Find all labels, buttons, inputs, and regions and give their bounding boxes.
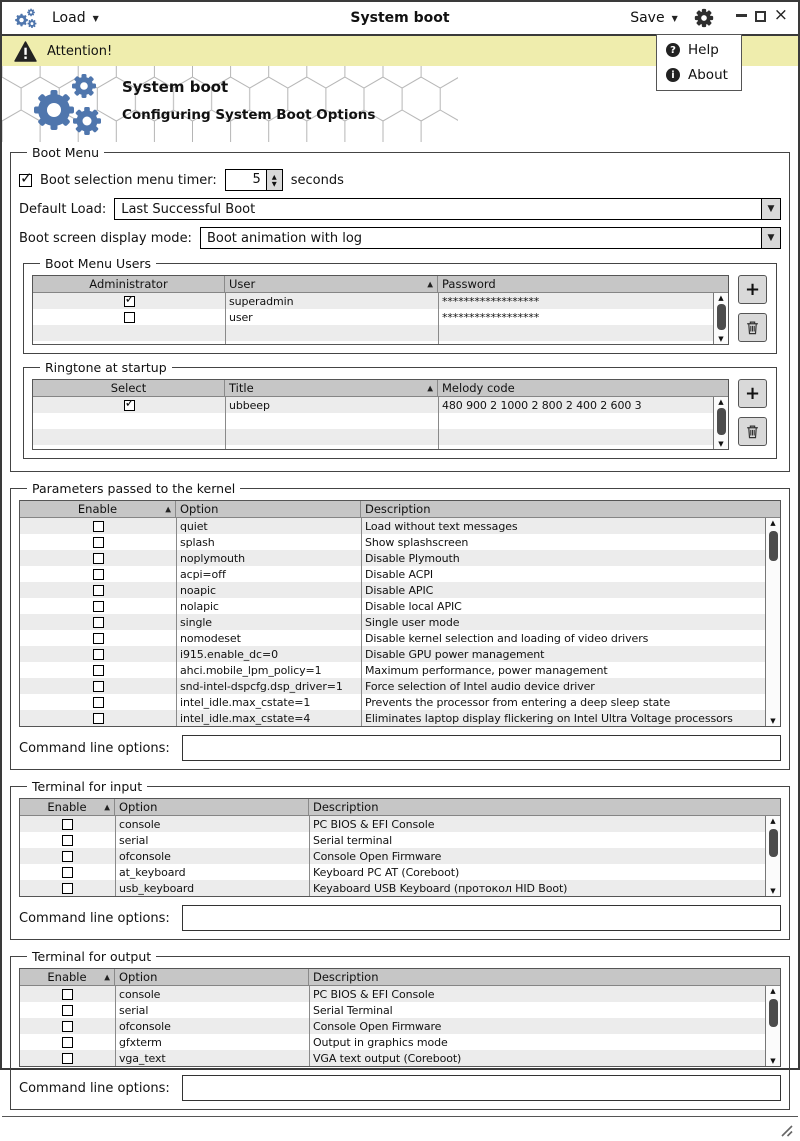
password-cell: ******************: [442, 310, 540, 324]
timer-label: Boot selection menu timer:: [40, 172, 217, 188]
ringtone-row[interactable]: [33, 397, 728, 413]
enable-checkbox[interactable]: [93, 569, 104, 580]
column-header-option[interactable]: Option: [115, 969, 309, 985]
option-cell: i915.enable_dc=0: [180, 647, 278, 661]
resize-grip[interactable]: [780, 1124, 794, 1138]
description-cell: Disable APIC: [365, 583, 434, 597]
users-table-body: [33, 293, 728, 344]
option-cell: noplymouth: [180, 551, 245, 565]
trash-icon: [745, 424, 760, 439]
default-load-value: Last Successful Boot: [121, 201, 256, 217]
terminal-input-scrollbar[interactable]: [765, 816, 780, 896]
description-cell: Console Open Firmware: [313, 1019, 442, 1033]
display-mode-value: Boot animation with log: [206, 230, 363, 246]
column-header-description[interactable]: Description: [313, 970, 379, 984]
option-cell: acpi=off: [180, 567, 226, 581]
scroll-up-icon[interactable]: ▲: [770, 519, 776, 527]
add-ringtone-button[interactable]: +: [738, 379, 767, 408]
settings-menu: [656, 34, 742, 91]
terminal-output-table-body: [20, 986, 780, 1066]
boot-menu-section: [10, 145, 790, 472]
description-cell: Keyaboard USB Keyboard (протокол HID Boot): [313, 881, 568, 895]
description-cell: PC BIOS & EFI Console: [313, 987, 435, 1001]
enable-checkbox[interactable]: [62, 1053, 73, 1064]
save-menu-button[interactable]: [630, 10, 678, 26]
option-cell: vga_text: [119, 1051, 166, 1065]
app-logo: [24, 73, 106, 137]
display-mode-select[interactable]: [200, 227, 781, 249]
admin-checkbox[interactable]: [124, 296, 135, 307]
enable-checkbox[interactable]: [93, 665, 104, 676]
users-table: [32, 275, 729, 345]
option-cell: splash: [180, 535, 215, 549]
option-cell: ofconsole: [119, 849, 171, 863]
enable-checkbox[interactable]: [93, 633, 104, 644]
scroll-up-icon[interactable]: ▲: [770, 987, 776, 995]
page-title: System boot: [122, 78, 229, 96]
kernel-param-row[interactable]: [20, 566, 780, 582]
kernel-param-row[interactable]: [20, 582, 780, 598]
description-cell: Disable GPU power management: [365, 647, 545, 661]
password-cell: ******************: [442, 294, 540, 308]
enable-checkbox[interactable]: [93, 521, 104, 532]
chevron-down-icon: ▼: [671, 13, 678, 23]
option-cell: serial: [119, 833, 149, 847]
terminal-output-row[interactable]: [20, 986, 780, 1002]
chevron-down-icon: ▼: [92, 13, 99, 23]
option-cell: quiet: [180, 519, 208, 533]
ringtone-table-body: [33, 397, 728, 449]
kernel-param-row[interactable]: [20, 534, 780, 550]
option-cell: nomodeset: [180, 631, 241, 645]
status-bar: [2, 1116, 798, 1141]
enable-checkbox[interactable]: [62, 883, 73, 894]
default-load-label: Default Load:: [19, 201, 107, 217]
kernel-param-row[interactable]: [20, 518, 780, 534]
window-title: System boot: [350, 10, 450, 26]
enable-checkbox[interactable]: [93, 537, 104, 548]
kernel-param-row[interactable]: [20, 598, 780, 614]
enable-checkbox[interactable]: [93, 649, 104, 660]
description-cell: Show splashscreen: [365, 535, 469, 549]
page-subtitle: Configuring System Boot Options: [122, 107, 376, 123]
scroll-down-icon[interactable]: ▼: [770, 887, 776, 895]
cmdline-label: Command line options:: [19, 740, 170, 756]
option-cell: console: [119, 817, 161, 831]
sort-asc-icon: ▲: [427, 279, 433, 289]
column-header-description[interactable]: Description: [365, 502, 431, 516]
enable-checkbox[interactable]: [93, 553, 104, 564]
timer-value: 5: [252, 172, 261, 187]
terminal-output-legend: Terminal for output: [32, 949, 152, 964]
display-mode-label: Boot screen display mode:: [19, 230, 192, 246]
description-cell: PC BIOS & EFI Console: [313, 817, 435, 831]
terminal-input-section: [10, 779, 790, 940]
enable-checkbox[interactable]: [62, 819, 73, 830]
admin-checkbox[interactable]: [124, 312, 135, 323]
description-cell: Disable local APIC: [365, 599, 462, 613]
option-cell: gfxterm: [119, 1035, 162, 1049]
terminal-input-row[interactable]: [20, 832, 780, 848]
boot-menu-users-section: [23, 256, 777, 354]
chevron-down-icon[interactable]: ▼: [761, 228, 780, 248]
enable-checkbox[interactable]: [93, 681, 104, 692]
users-scrollbar[interactable]: [713, 293, 728, 344]
scrollbar-thumb[interactable]: [717, 408, 726, 435]
user-cell: user: [229, 310, 253, 324]
terminal-input-cmdline-input[interactable]: [182, 905, 781, 931]
delete-ringtone-button[interactable]: [738, 417, 767, 446]
option-cell: console: [119, 987, 161, 1001]
minimize-button[interactable]: [736, 14, 747, 17]
enable-checkbox[interactable]: [93, 601, 104, 612]
warning-icon: [14, 41, 37, 62]
title-cell: ubbeep: [229, 398, 270, 412]
ringtone-scrollbar[interactable]: [713, 397, 728, 449]
description-cell: Serial Terminal: [313, 1003, 393, 1017]
app-logo-gears-icon: [12, 8, 38, 29]
ringtone-legend: Ringtone at startup: [45, 360, 167, 375]
scroll-down-icon[interactable]: ▼: [718, 335, 724, 343]
option-cell: intel_idle.max_cstate=1: [180, 695, 311, 709]
column-header-enable[interactable]: Enable ▲: [20, 501, 176, 517]
sort-asc-icon: ▲: [427, 383, 433, 393]
terminal-output-scrollbar[interactable]: [765, 986, 780, 1066]
option-cell: noapic: [180, 583, 216, 597]
maximize-button[interactable]: [755, 11, 766, 22]
trash-icon: [745, 320, 760, 335]
timer-unit-label: seconds: [290, 172, 344, 188]
terminal-output-row[interactable]: [20, 1050, 780, 1066]
terminal-output-cmdline-input[interactable]: [182, 1075, 781, 1101]
description-cell: Keyboard PC AT (Coreboot): [313, 865, 460, 879]
description-cell: Disable kernel selection and loading of video drivers: [365, 631, 649, 645]
enable-checkbox[interactable]: [62, 1005, 73, 1016]
description-cell: Serial terminal: [313, 833, 393, 847]
kernel-param-row[interactable]: [20, 710, 780, 726]
scroll-down-icon[interactable]: ▼: [770, 1057, 776, 1065]
enable-checkbox[interactable]: [62, 989, 73, 1000]
terminal-input-table-body: [20, 816, 780, 896]
scroll-up-icon[interactable]: ▲: [718, 398, 724, 406]
add-user-button[interactable]: +: [738, 275, 767, 304]
scrollbar-thumb[interactable]: [769, 999, 778, 1027]
kernel-params-scrollbar[interactable]: [765, 518, 780, 726]
delete-user-button[interactable]: [738, 313, 767, 342]
column-header-option[interactable]: Option: [115, 799, 309, 815]
kernel-param-row[interactable]: [20, 550, 780, 566]
ringtone-table: [32, 379, 729, 450]
option-cell: usb_keyboard: [119, 881, 195, 895]
terminal-output-row[interactable]: [20, 1018, 780, 1034]
kernel-cmdline-input[interactable]: [182, 735, 781, 761]
window-controls: [736, 5, 788, 25]
terminal-input-row[interactable]: [20, 848, 780, 864]
column-header-enable[interactable]: Enable ▲: [20, 799, 115, 815]
option-cell: ahci.mobile_lpm_policy=1: [180, 663, 322, 677]
terminal-output-section: [10, 949, 790, 1110]
settings-gear-icon[interactable]: [694, 8, 714, 28]
kernel-param-row[interactable]: [20, 694, 780, 710]
scroll-down-icon[interactable]: ▼: [770, 717, 776, 725]
terminal-input-row[interactable]: [20, 864, 780, 880]
enable-checkbox[interactable]: [62, 835, 73, 846]
enable-checkbox[interactable]: [93, 697, 104, 708]
terminal-input-table: [19, 798, 781, 897]
enable-checkbox[interactable]: [62, 1021, 73, 1032]
cmdline-label: Command line options:: [19, 1080, 170, 1096]
scrollbar-thumb[interactable]: [717, 304, 726, 330]
enable-checkbox[interactable]: [62, 867, 73, 878]
kernel-param-row[interactable]: [20, 630, 780, 646]
description-cell: Single user mode: [365, 615, 460, 629]
kernel-params-section: [10, 481, 790, 770]
scroll-up-icon[interactable]: ▲: [718, 294, 724, 302]
kernel-param-row[interactable]: [20, 678, 780, 694]
ringtone-section: [23, 360, 777, 459]
load-menu-button[interactable]: [52, 10, 99, 26]
melody-cell: 480 900 2 1000 2 800 2 400 2 600 3: [442, 398, 642, 412]
close-button[interactable]: ×: [773, 5, 788, 25]
terminal-input-legend: Terminal for input: [32, 779, 143, 794]
column-header-password[interactable]: Password: [442, 277, 496, 291]
spinner-down-icon[interactable]: ▼: [271, 179, 277, 188]
column-header-melody[interactable]: Melody code: [442, 381, 515, 395]
sort-asc-icon: ▲: [104, 972, 110, 982]
description-cell: Prevents the processor from entering a deep sleep state: [365, 695, 671, 709]
timer-spinbox[interactable]: [225, 169, 283, 191]
option-cell: at_keyboard: [119, 865, 186, 879]
save-menu-label: Save: [630, 10, 665, 26]
help-icon: ?: [666, 43, 680, 57]
option-cell: single: [180, 615, 212, 629]
description-cell: Output in graphics mode: [313, 1035, 448, 1049]
kernel-param-row[interactable]: [20, 614, 780, 630]
default-load-select[interactable]: [114, 198, 781, 220]
spinner-up-icon[interactable]: ▲: [271, 172, 277, 181]
timer-checkbox[interactable]: [19, 174, 32, 187]
users-legend: Boot Menu Users: [45, 256, 152, 271]
scroll-up-icon[interactable]: ▲: [770, 817, 776, 825]
banner-text: Attention!: [47, 43, 113, 59]
menu-item-label: About: [688, 67, 728, 83]
sort-asc-icon: ▲: [104, 802, 110, 812]
terminal-output-row[interactable]: [20, 1002, 780, 1018]
description-cell: Force selection of Intel audio device driver: [365, 679, 595, 693]
user-row[interactable]: [33, 309, 728, 325]
load-menu-label: Load: [52, 10, 86, 26]
kernel-params-table: [19, 500, 781, 727]
description-cell: Console Open Firmware: [313, 849, 442, 863]
kernel-param-row[interactable]: [20, 646, 780, 662]
enable-checkbox[interactable]: [62, 851, 73, 862]
kernel-param-row[interactable]: [20, 662, 780, 678]
description-cell: Load without text messages: [365, 519, 518, 533]
enable-checkbox[interactable]: [62, 1037, 73, 1048]
menu-item-about[interactable]: [666, 67, 732, 83]
info-icon: i: [666, 68, 680, 82]
select-checkbox[interactable]: [124, 400, 135, 411]
spinner-buttons[interactable]: [266, 170, 282, 190]
terminal-input-row[interactable]: [20, 880, 780, 896]
cmdline-label: Command line options:: [19, 910, 170, 926]
sort-asc-icon: ▲: [165, 504, 171, 514]
chevron-down-icon[interactable]: ▼: [761, 199, 780, 219]
user-cell: superadmin: [229, 294, 294, 308]
kernel-params-legend: Parameters passed to the kernel: [32, 481, 236, 496]
column-header-enable[interactable]: Enable ▲: [20, 969, 115, 985]
terminal-input-row[interactable]: [20, 816, 780, 832]
user-row[interactable]: [33, 293, 728, 309]
menu-item-label: Help: [688, 42, 719, 58]
column-header-administrator[interactable]: Administrator: [33, 276, 225, 292]
terminal-output-table: [19, 968, 781, 1067]
column-header-description[interactable]: Description: [313, 800, 379, 814]
title-bar: [2, 2, 798, 36]
scrollbar-thumb[interactable]: [769, 531, 778, 561]
option-cell: serial: [119, 1003, 149, 1017]
boot-menu-legend: Boot Menu: [32, 145, 100, 160]
enable-checkbox[interactable]: [93, 617, 104, 628]
enable-checkbox[interactable]: [93, 585, 104, 596]
kernel-params-table-body: [20, 518, 780, 726]
scroll-down-icon[interactable]: ▼: [718, 440, 724, 448]
scrollbar-thumb[interactable]: [769, 829, 778, 857]
column-header-option[interactable]: Option: [176, 501, 361, 517]
column-header-select[interactable]: Select: [33, 380, 225, 396]
terminal-output-row[interactable]: [20, 1034, 780, 1050]
menu-item-help[interactable]: [666, 42, 732, 58]
description-cell: Disable ACPI: [365, 567, 433, 581]
description-cell: Eliminates laptop display flickering on Intel Ultra Voltage processors: [365, 711, 733, 725]
option-cell: snd-intel-dspcfg.dsp_driver=1: [180, 679, 343, 693]
description-cell: Maximum performance, power management: [365, 663, 608, 677]
option-cell: ofconsole: [119, 1019, 171, 1033]
option-cell: intel_idle.max_cstate=4: [180, 711, 311, 725]
column-header-user[interactable]: User ▲: [225, 276, 438, 292]
description-cell: Disable Plymouth: [365, 551, 460, 565]
option-cell: nolapic: [180, 599, 219, 613]
enable-checkbox[interactable]: [93, 713, 104, 724]
column-header-title[interactable]: Title ▲: [225, 380, 438, 396]
description-cell: VGA text output (Coreboot): [313, 1051, 462, 1065]
